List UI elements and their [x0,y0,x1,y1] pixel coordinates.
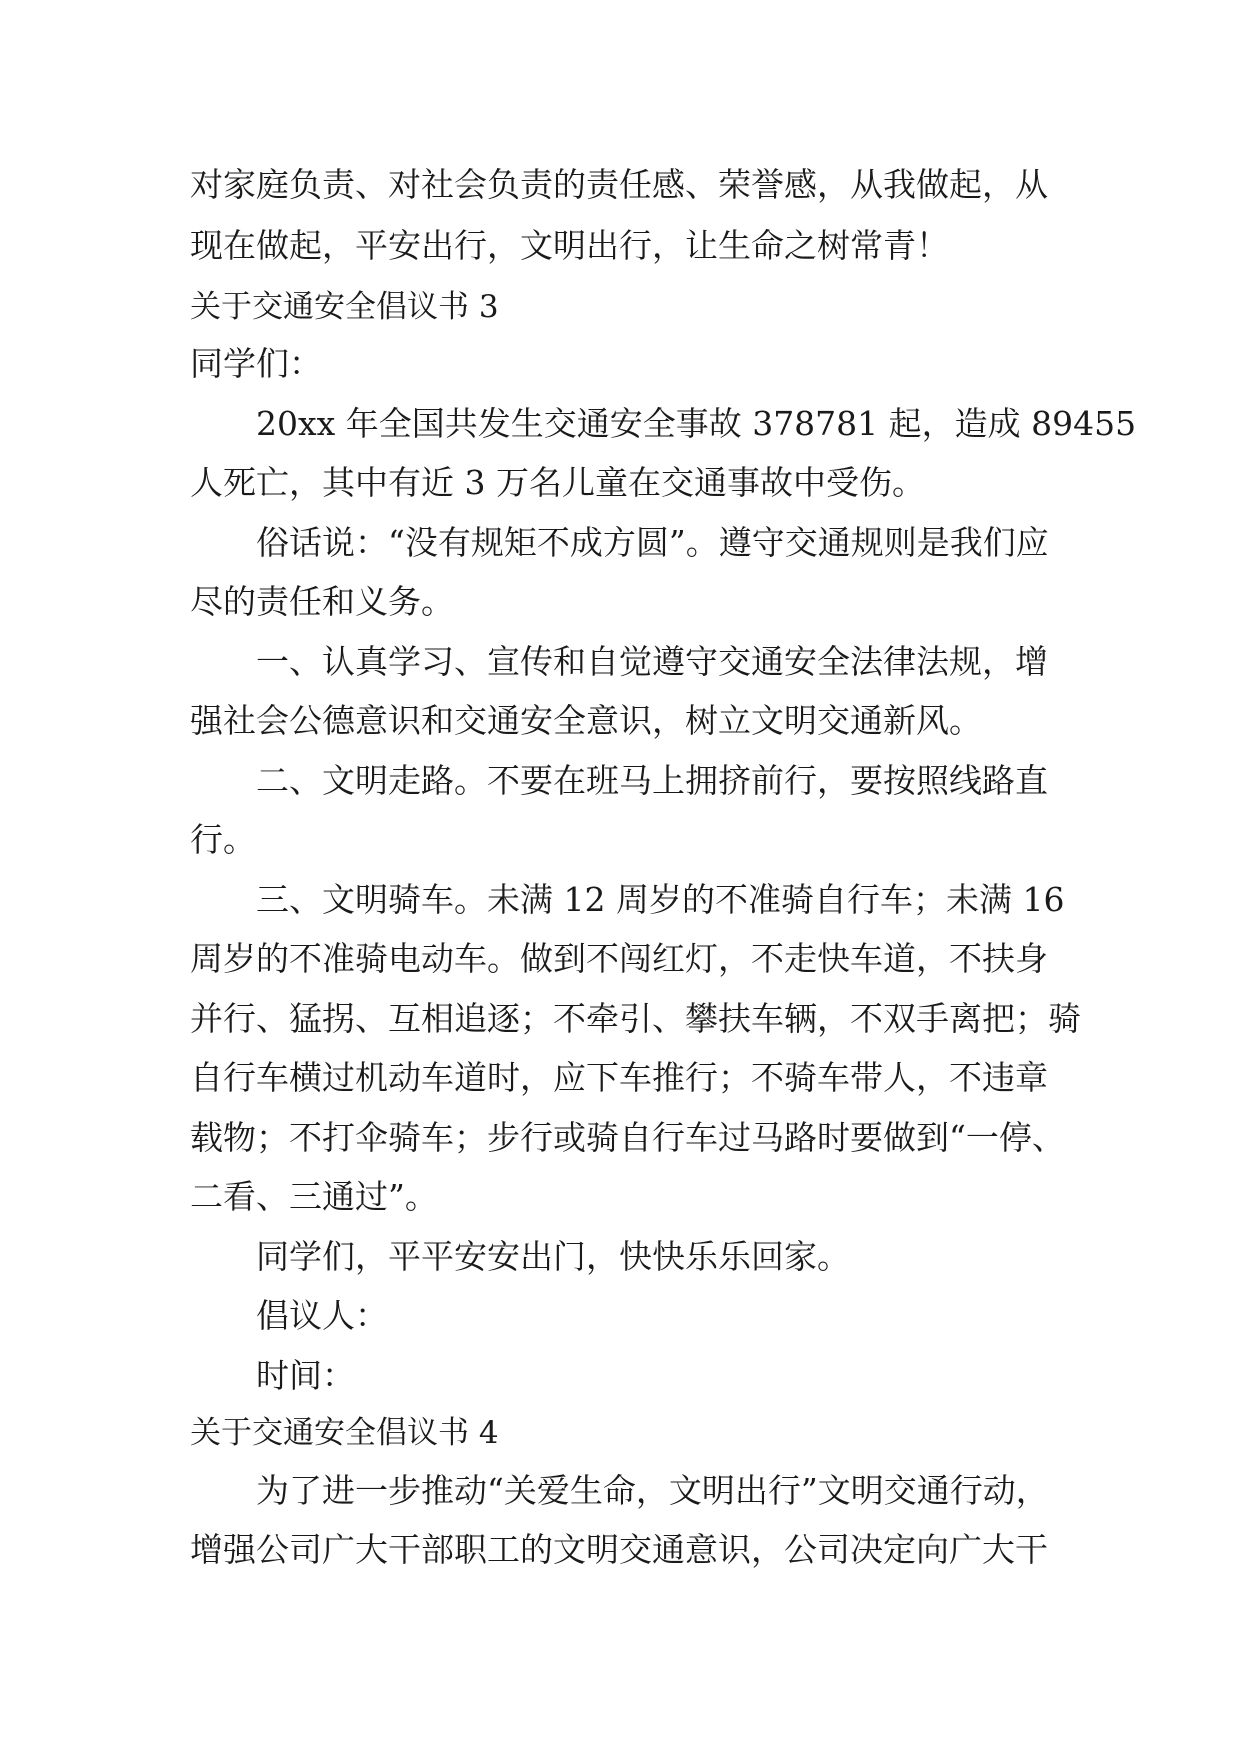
signature-label: 倡议人： [256,1296,388,1335]
paragraph-line: 增强公司广大干部职工的文明交通意识，公司决定向广大干 [190,1530,1048,1569]
paragraph-line: 载物；不打伞骑车；步行或骑自行车过马路时要做到“一停、 [190,1118,1065,1157]
paragraph-line: 二看、三通过”。 [190,1177,438,1216]
paragraph-line: 20xx 年全国共发生交通安全事故 378781 起，造成 89455 [256,404,1137,443]
paragraph-line: 一、认真学习、宣传和自觉遵守交通安全法律法规，增 [256,642,1048,681]
paragraph-line: 周岁的不准骑电动车。做到不闯红灯，不走快车道，不扶身 [190,939,1048,978]
section-heading: 关于交通安全倡议书 4 [190,1415,499,1451]
paragraph-line: 行。 [190,820,256,859]
paragraph-line: 俗话说：“没有规矩不成方圆”。遵守交通规则是我们应 [256,523,1049,562]
paragraph-line: 人死亡，其中有近 3 万名儿童在交通事故中受伤。 [190,463,925,502]
paragraph-line: 强社会公德意识和交通安全意识，树立文明交通新风。 [190,701,982,740]
paragraph-line: 二、文明走路。不要在班马上拥挤前行，要按照线路直 [256,761,1048,800]
body-text-line: 对家庭负责、对社会负责的责任感、荣誉感，从我做起，从 [190,165,1048,204]
paragraph-line: 三、文明骑车。未满 12 周岁的不准骑自行车；未满 16 [256,880,1065,919]
salutation: 同学们： [190,344,322,383]
paragraph-line: 自行车横过机动车道时，应下车推行；不骑车带人，不违章 [190,1058,1048,1097]
paragraph-line: 为了进一步推动“关爱生命，文明出行”文明交通行动， [256,1471,1049,1510]
paragraph-line: 并行、猛拐、互相追逐；不牵引、攀扶车辆，不双手离把；骑 [190,999,1081,1038]
paragraph-line: 同学们，平平安安出门，快快乐乐回家。 [256,1237,850,1276]
paragraph-line: 尽的责任和义务。 [190,582,454,621]
section-heading: 关于交通安全倡议书 3 [190,289,499,325]
date-label: 时间： [256,1356,355,1395]
body-text-line: 现在做起，平安出行，文明出行，让生命之树常青！ [190,226,949,265]
